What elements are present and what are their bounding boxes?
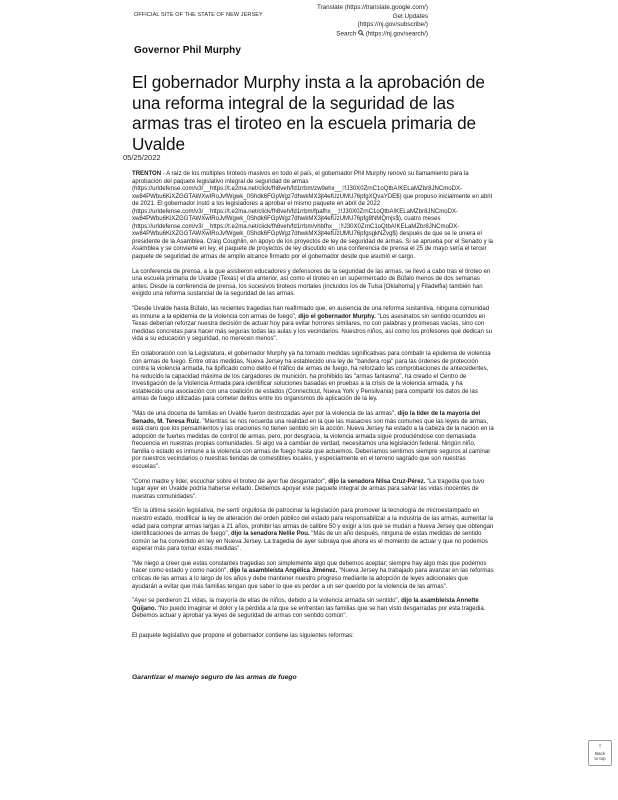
- back-to-top-label: Back: [594, 751, 605, 756]
- paragraph-3: [132, 306, 494, 344]
- back-to-top-button[interactable]: [588, 740, 612, 766]
- quote-text: "Como madre y líder, escuchar sobre el tiroteo de ayer fue desgarrador",: [132, 478, 329, 485]
- arrow-up-icon: ↑: [598, 743, 602, 750]
- paragraph-8: [132, 561, 494, 591]
- quote-attribution: dijo la senadora Nilsa Cruz-Pérez.: [328, 478, 426, 485]
- quote-text: "Los asesinatos sin sentido ocurridos en Texas deberían reforzar nuestra decisión de actuar hoy para evitar horrores similares, no con palabras y promesas vacías, sino con medidas concretas para hacer más seguras todas las aulas y los vecindarios. Nuestros niños, así como los profesores que dedican su vida a su educación y seguridad, no merecen menos".: [132, 313, 492, 343]
- translate-link[interactable]: Translate (https://translate.google.com/): [316, 4, 428, 11]
- quote-attribution: dijo la líder de la mayoría del Senado, M. Teresa Ruiz.: [132, 411, 481, 425]
- quote-text: "Más de una docena de familias en Uvalde fueron destrozadas ayer por la violencia de las armas",: [132, 411, 398, 418]
- search-url: (https://nj.gov/search/): [365, 30, 428, 37]
- quote-attribution: dijo la asambleísta Annette Quijano.: [132, 598, 479, 612]
- quote-text: "Más de un año después, ninguna de estas medidas de sentido común se ha convertido en ley en Nueva Jersey. La tragedia de ayer subraya que ahora es el momento de actuar y que no podemos esperar más para tomar estas medidas".: [132, 531, 488, 553]
- article-date: 05/25/2022: [123, 153, 161, 162]
- quote-text: "La tragedia que tuvo lugar ayer en Uvalde podría haberse evitado. Debemos apoyar este paquete integral de armas para salvar las vidas inocentes de nuestras comunidades".: [132, 478, 485, 500]
- quote-text: "Me niego a creer que estas constantes tragedias son simplemente algo que debemos aceptar; siempre hay algo más que podemos hacer como estado y como nación",: [132, 560, 487, 575]
- quote-text: "No puedo imaginar el dolor y la pérdida a la que se enfrentan las familias que se han visto desgarradas por esta tragedia. Debemos actuar y aprobar ya leyes de seguridad de armas con sentido común".: [132, 605, 486, 620]
- quote-attribution: dijo la asambleísta Angélica Jiménez.: [229, 568, 338, 575]
- governor-home-link[interactable]: Governor Phil Murphy: [134, 45, 242, 56]
- article-headline: El gobernador Murphy insta a la aprobación de una reforma integral de la seguridad de las armas tras el tiroteo en la escuela primaria de Uvalde: [132, 72, 485, 154]
- paragraph-7: [132, 508, 494, 553]
- quote-attribution: dijo la senadora Nellie Pou.: [230, 531, 310, 538]
- paragraph-5: [132, 411, 494, 471]
- get-updates-url[interactable]: (https://nj.gov/subscribe/): [357, 21, 428, 28]
- quote-text: "Desde Uvalde hasta Búfalo, las recientes tragedias han reafirmado que, en ausencia de una reforma sustantiva, ninguna comunidad es inmune a la epidemia de la violencia con armas de fuego",: [132, 306, 490, 320]
- quote-attribution: dijo el gobernador Murphy.: [298, 313, 376, 320]
- get-updates-link[interactable]: Get Updates: [392, 12, 428, 20]
- paragraph-1-text: - A raíz de los múltiples tiroteos masivos en todo el país, el gobernador Phil Murphy renovó su llamamiento para la aprobación del paquete legislativo integral de seguridad de armas (https://urldefense.com/v3/__https://t.e2ma.net/click/fh8veh/fd1rrbm/zw9ehx__;!!J30X0ZrnC1oQtbA!KELaMZbr8JNCmoDX-xw84PWbu6KiXZGGTAWXwIRoJvfWgwk_0Shdk6FGpWgz7dhwkMX3jt4efUzUMU76pfgXQvaYDE$) que propuso inicialmente en abril de 2021. El gobernador instó a los legisladores a aprobar el mismo paquete en abril de 2022 (https://urldefense.com/v3/__https://t.e2ma.net/click/fh8veh/fd1rrbm/fpafhx__;!!J30X0ZrnC1oQtbA!KELaMZbr8JNCmoDX-xw84PWbu6KiXZGGTAWXwIRoJvfWgwk_0Shdk6FGpWgz7dhwkMX3jt4efUzUMU76pfg8NMQmjs$), cuatro meses (https://urldefense.com/v3/__https://t.e2ma.net/click/fh8veh/fd1rrbm/vhbfhx__;!!J30X0ZrnC1oQtbA!KELaMZbr8JNCmoDX-xw84PWbu6KiXZGGTAWXwIRoJvfWgwk_0Shdk6FGpWgz7dhwkMX3jt4efUzUMU76pfgsgkNZvg$) después de que se le uniera el presidente de la Asamblea, Craig Coughlin, en apoyo de los proyectos de ley de seguridad de armas. Si se aprueba por el Senado y la Asamblea y se convierte en ley, el paquete de proyectos de ley discutido en una conferencia de prensa el 25 de mayo sería el tercer paquete de seguridad de armas de amplio alcance firmado por el gobernador desde que asumió el cargo.: [132, 171, 494, 261]
- quote-text: "En la última sesión legislativa, me sentí orgullosa de patrocinar la legislación para promover la tecnología de microestampado en nuestro estado, modificar la ley de alteración del orden público del estado para responsabilizar a la industria de las armas, aumentar la edad para comprar armas largas a 21 años, prohibir las armas de calibre 50 y exigir a los que se mudan a Nueva Jersey que obtengan identificaciones de armas de fuego",: [132, 508, 494, 538]
- article-body: [132, 171, 494, 689]
- dateline: TRENTON: [132, 171, 162, 177]
- paragraph-4: En colaboración con la Legislatura, el gobernador Murphy ya ha tomado medidas significativas para combatir la epidemia de violencia con armas de fuego. Entre otras medidas, Nueva Jersey ha establecido una ley de "bandera roja" para las órdenes de protección contra la violencia armada, ha tipificado como delito el tráfico de armas de fuego, ha reforzado las comprobaciones de antecedentes, ha reducido la capacidad máxima de los cargadores de munición, ha prohibido las "armas fantasma", ha creado el Centro de Investigación de la Violencia Armada para identificar soluciones basadas en pruebas a la crisis de la violencia armada, y ha establecido una asociación con una coalición de estados (Connecticut, Nueva York y Pensilvania) para compartir los datos de las armas de fuego utilizadas para cometer delitos entre los organismos de aplicación de la ley.: [132, 351, 491, 403]
- paragraph-1: [132, 171, 494, 262]
- quote-text: "Mientras se nos recuerda una realidad en la que las masacres son más comunes que las leyes de armas, está claro que los pensamientos y las oraciones no tienen sentido sin la acción. Nueva Jersey ha estado a la cabeza de la nación en la adopción de fuertes medidas de control de armas, pero, por desgracia, la violencia armada sigue produciéndose con demasiada frecuencia en nuestras propias comunidades. Si algo va a cambiar de verdad, necesitamos una legislación federal. Ningún niño, familia o estado es inmune a la violencia con armas de fuego hasta que actuemos. Deberíamos sentirnos siempre seguros al caminar por nuestros vecindarios o nuestras tiendas de comestibles locales, y especialmente en el terreno sagrado que son nuestras escuelas".: [132, 418, 494, 470]
- search-link-label: Search: [336, 30, 357, 37]
- section-heading: Garantizar el manejo seguro de las armas de fuego: [132, 674, 297, 682]
- search-icon: [358, 30, 364, 36]
- paragraph-9: [132, 598, 494, 621]
- utility-links: [268, 4, 428, 39]
- back-to-top-label-2: to top: [594, 756, 606, 761]
- quote-text: "Ayer se perdieron 21 vidas, la mayoría de ellas de niños, debido a la violencia armada sin sentido",: [132, 598, 402, 605]
- site-label: OFFICIAL SITE OF THE STATE OF NEW JERSEY: [134, 12, 263, 18]
- paragraph-10: El paquete legislativo que propone el gobernador contiene las siguientes reformas:: [132, 632, 354, 639]
- search-link[interactable]: [268, 30, 428, 39]
- paragraph-6: [132, 479, 494, 502]
- paragraph-2: La conferencia de prensa, a la que asistieron educadores y defensores de la seguridad de las armas, se llevó a cabo tras el tiroteo en una escuela primaria de Uvalde (Texas) el día anterior, así como el tiroteo en un supermercado de Búfalo menos de dos semanas antes. Desde la conferencia de prensa, los sucesivos tiroteos mortales (incluidos los de Tulsa [Oklahoma] y Filadelfia) también han exigido una reforma sustancial de la seguridad de las armas.: [132, 268, 491, 298]
- quote-text: "Nueva Jersey ha trabajado para avanzar en las reformas críticas de las armas a lo largo de los años y debe mantener nuestro progreso mediante la adopción de leyes adicionales que ayudarán a evitar que más familias tengan que saber lo que es perder a un ser querido por la violencia de las armas".: [132, 568, 494, 590]
